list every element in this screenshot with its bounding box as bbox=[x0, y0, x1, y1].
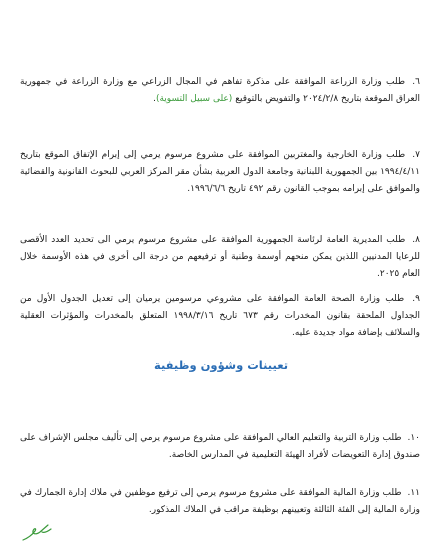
item-number: ٨. bbox=[412, 235, 420, 245]
item-number: ٦. bbox=[412, 77, 420, 87]
agenda-item-6 bbox=[20, 74, 420, 108]
agenda-item-8 bbox=[20, 232, 420, 283]
agenda-item-10 bbox=[20, 430, 420, 464]
item-number: ١١. bbox=[407, 488, 420, 498]
section-heading: تعيينات وشؤون وظيفية bbox=[153, 358, 289, 372]
agenda-item-7 bbox=[20, 147, 420, 198]
agenda-item-11 bbox=[20, 485, 420, 519]
item-number: ٧. bbox=[412, 150, 420, 160]
item-text: طلب وزارة التربية والتعليم العالي الموافقة على مشروع مرسوم يرمي إلى تأليف مجلس الإشراف على صندوق إدارة التعويضات لأفراد الهيئة التعليمية في المدارس الخاصة. bbox=[20, 433, 420, 460]
item-number: ٩. bbox=[412, 294, 420, 304]
item-text: طلب وزارة الخارجية والمغتربين الموافقة على مشروع مرسوم يرمي إلى إبرام الإتفاق الموقع بتاريخ ١٩٩٤/٤/١١ بين الجمهورية اللبنانية وجامعة الدول العربية بشأن مقر المركز العربي للبحوث القانونية والقضائية والموافق على إبرامه بموجب القانون رقم ٤٩٢ تاريخ ١٩٩٦/٦/٦. bbox=[20, 150, 420, 194]
agenda-item-9 bbox=[20, 291, 420, 342]
item-text: طلب وزارة المالية الموافقة على مشروع مرسوم يرمي إلى ترفيع موظفين في ملاك إدارة الجمارك في وزارة المالية إلى الفئة الثالثة وتعيينهم بوظيفة مراقب في الملاك المذكور. bbox=[20, 488, 420, 515]
handwritten-signature-icon bbox=[20, 520, 54, 544]
item-text-end: . bbox=[153, 94, 156, 104]
item-number: ١٠. bbox=[407, 433, 420, 443]
item-text: طلب وزارة الزراعة الموافقة على مذكرة تفاهم في المجال الزراعي مع وزارة الزراعة في جمهورية العراق الموقعة بتاريخ ٢٠٢٤/٢/٨ والتفويض بالتوقيع bbox=[20, 77, 420, 104]
item-text: طلب المديرية العامة لرئاسة الجمهورية الموافقة على مشروع مرسوم يرمي الى تحديد العدد الأقصى للرعايا المدنيين اللذين يمكن منحهم أوسمة وطنية أو ترفيعهم من درجة الى أخرى في هذه الأوسمة خلال العام ٢٠٢٥. bbox=[20, 235, 420, 279]
item-text: طلب وزارة الصحة العامة الموافقة على مشروعي مرسومين يرميان إلى تعديل الجدول الأول من الجداول الملحقة بقانون المخدرات رقم ٦٧٣ تاريخ ١٩٩٨/٣/١٦ المتعلق بالمخدرات والمؤثرات العقلية والسلائف بإضافة مواد جديدة عليه. bbox=[20, 294, 420, 338]
settlement-note: (على سبيل التسوية) bbox=[155, 94, 233, 104]
